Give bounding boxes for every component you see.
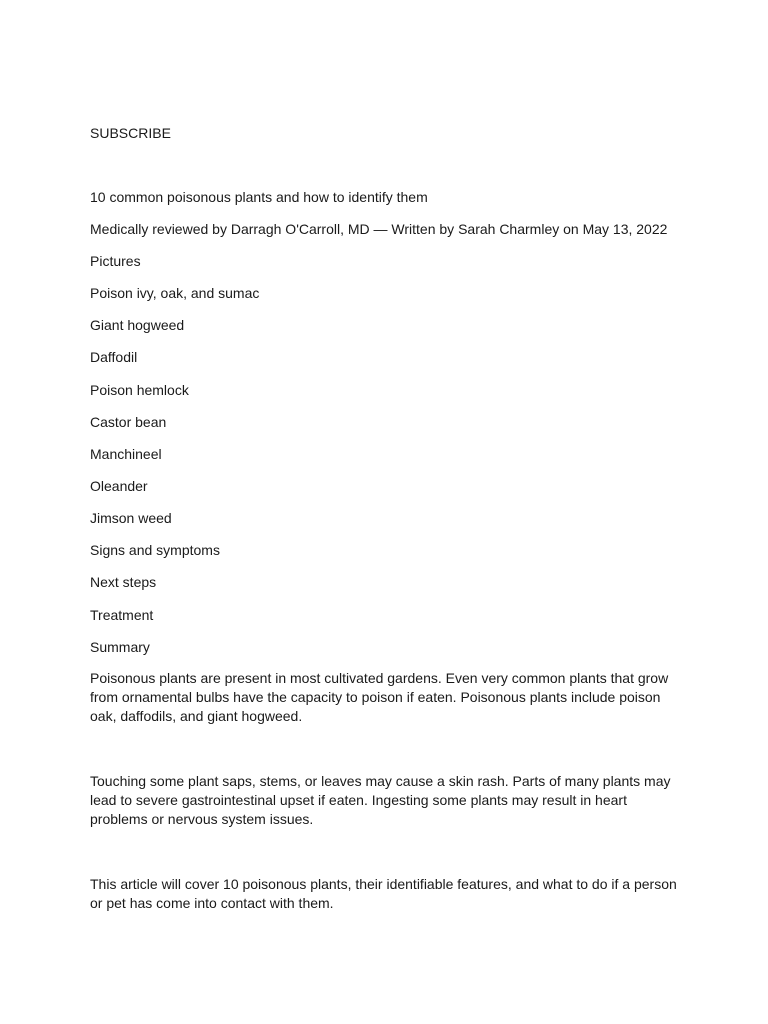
toc-item-giant-hogweed[interactable]: Giant hogweed bbox=[90, 317, 185, 334]
toc-item-manchineel[interactable]: Manchineel bbox=[90, 445, 162, 462]
toc-item-summary[interactable]: Summary bbox=[90, 638, 150, 655]
toc-item-oleander[interactable]: Oleander bbox=[90, 477, 148, 494]
toc-item-treatment[interactable]: Treatment bbox=[90, 606, 154, 623]
scope-paragraph: This article will cover 10 poisonous plants, their identifiable features, and what to do if a person or pet has come into contact with them. bbox=[90, 876, 677, 911]
toc-item-castor-bean[interactable]: Castor bean bbox=[90, 413, 167, 430]
article-byline: Medically reviewed by Darragh O'Carroll, MD — Written by Sarah Charmley on May 13, 2022 bbox=[90, 221, 668, 237]
toc-item-next-steps[interactable]: Next steps bbox=[90, 574, 157, 591]
symptoms-paragraph: Touching some plant saps, stems, or leaves may cause a skin rash. Parts of many plants may lead to severe gastrointestinal upset if eaten. Ingesting some plants may result in heart problems or nervous system issues. bbox=[90, 773, 671, 827]
intro-paragraph: Poisonous plants are present in most cultivated gardens. Even very common plants that grow from ornamental bulbs have the capacity to poison if eaten. Poisonous plants include poison oak, daffodils, and giant hogweed. bbox=[90, 670, 669, 724]
toc-item-poison-hemlock[interactable]: Poison hemlock bbox=[90, 381, 189, 398]
subscribe-link[interactable]: SUBSCRIBE bbox=[90, 125, 171, 141]
toc-item-pictures[interactable]: Pictures bbox=[90, 253, 141, 269]
article-title: 10 common poisonous plants and how to identify them bbox=[90, 189, 428, 205]
table-of-contents bbox=[90, 252, 259, 670]
toc-item-daffodil[interactable]: Daffodil bbox=[90, 349, 138, 366]
toc-item-signs-and-symptoms[interactable]: Signs and symptoms bbox=[90, 542, 220, 559]
toc-item-jimson-weed[interactable]: Jimson weed bbox=[90, 510, 172, 527]
toc-item-poison-ivy[interactable]: Poison ivy, oak, and sumac bbox=[90, 285, 260, 302]
